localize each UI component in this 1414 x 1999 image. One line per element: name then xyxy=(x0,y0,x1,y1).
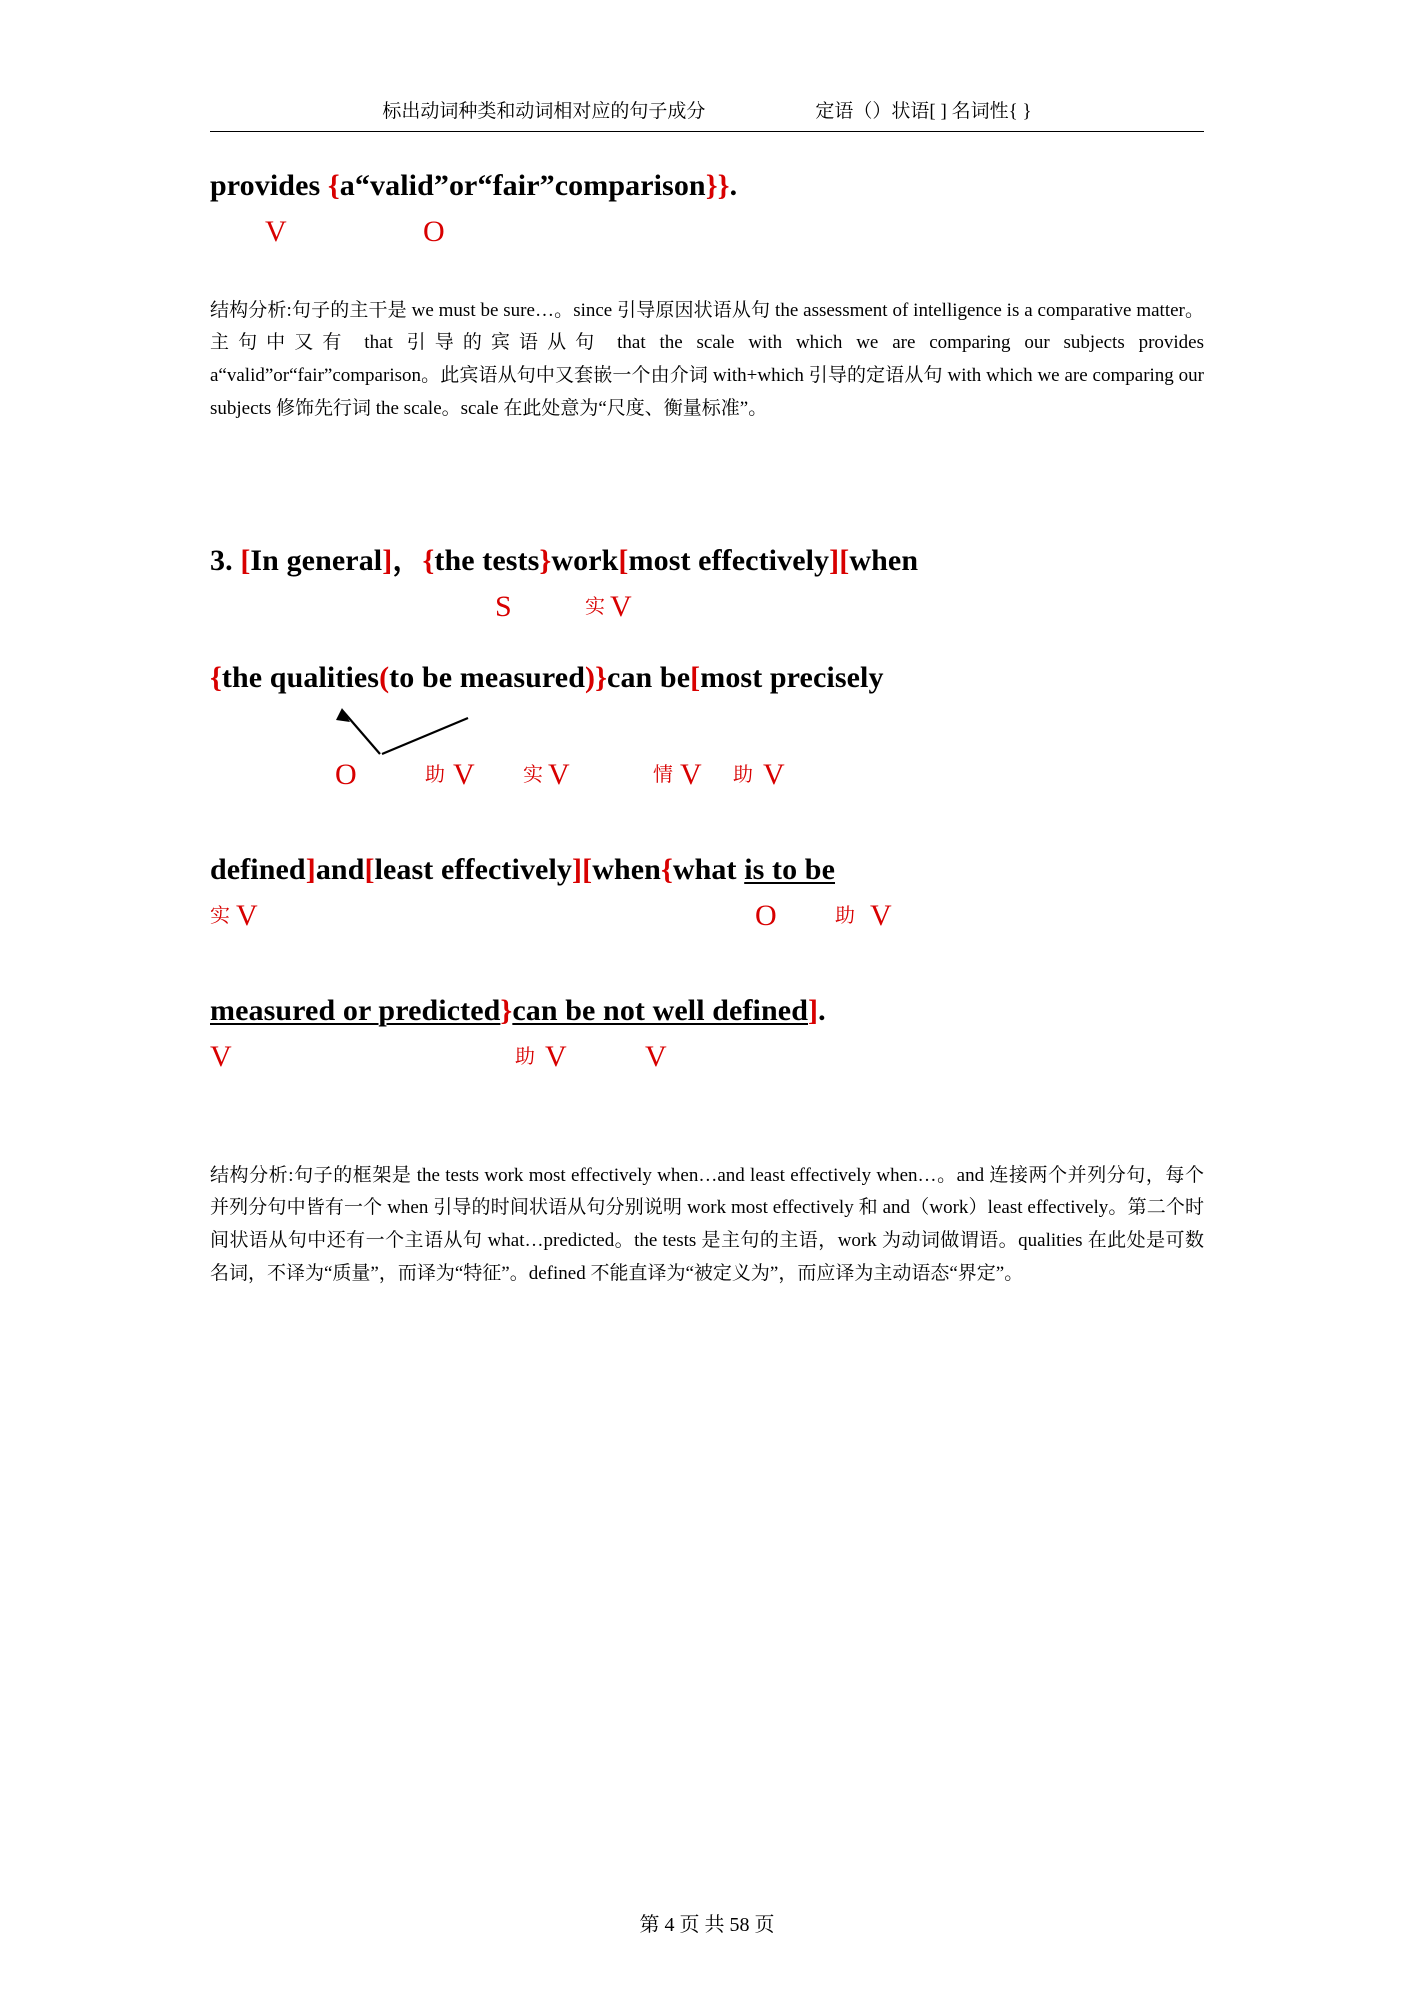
grammar-mark: V xyxy=(210,1039,232,1073)
grammar-mark: V xyxy=(610,589,632,623)
arrow-lines-svg xyxy=(210,696,610,766)
sentence-2-line-1 xyxy=(210,543,1204,580)
grammar-mark: V xyxy=(453,758,475,792)
sentence-2-line-4: measured or predicted}can be not well defined]. xyxy=(210,994,826,1028)
grammar-mark: 助 xyxy=(835,905,855,928)
document-content xyxy=(210,132,1204,1290)
grammar-mark: O xyxy=(423,214,445,248)
grammar-mark: V xyxy=(680,758,702,792)
grammar-mark: O xyxy=(755,899,777,933)
spacer xyxy=(210,953,1204,993)
grammar-mark: V xyxy=(265,214,287,248)
grammar-mark: V xyxy=(870,899,892,933)
grammar-mark: V xyxy=(548,758,570,792)
grammar-mark: V xyxy=(236,899,258,933)
page-header xyxy=(210,0,1204,123)
sentence-2-line-4-marks xyxy=(210,1040,1204,1094)
header-left-text: 标出动词种类和动词相对应的句子成分 xyxy=(382,101,706,122)
spacer xyxy=(210,1094,1204,1134)
analysis-paragraph-2: 结构分析:句子的框架是 the tests work most effectively when…and least effectively when…。and 连接两个并列分句，每个并列分句中皆有一个 when 引导的时间状语从句分别说明 work most effectively 和 and（work）least effectively。第二个时间状语从句中还有一个主语从句 what…predicted。the tests 是主句的主语，work 为动词做谓语。qualities 在此处是可数名词，不译为“质量”，而译为“特征”。defined 不能直译为“被定义为”，而应译为主动语态“界定”。 xyxy=(210,1164,1204,1284)
header-right-text: 定语（）状语[ ] 名词性{ } xyxy=(815,101,1032,122)
sentence-2-line-1-marks xyxy=(210,590,1204,644)
grammar-mark: V xyxy=(763,758,785,792)
grammar-mark: V xyxy=(545,1039,567,1073)
grammar-mark: 助 xyxy=(515,1045,535,1068)
sentence-2-line-1-text: [In general]，{the tests}work[most effectively][when xyxy=(240,544,919,578)
sentence-2-line-2: {the qualities(to be measured)}can be[most precisely xyxy=(210,660,884,694)
grammar-mark: 实 xyxy=(523,764,543,787)
grammar-mark: V xyxy=(645,1039,667,1073)
spacer xyxy=(210,644,1204,660)
sentence-2-line-3-marks xyxy=(210,899,1204,953)
grammar-mark: O xyxy=(335,758,357,792)
item-number: 3. xyxy=(210,544,233,578)
grammar-mark: 助 xyxy=(425,764,445,787)
grammar-mark: 实 xyxy=(585,595,605,618)
spacer xyxy=(210,425,1204,543)
sentence-2-line-3: defined]and[least effectively][when{what is to be xyxy=(210,853,836,887)
sentence-line-1: provides {a“valid”or“fair”comparison}}. xyxy=(210,169,738,202)
page-footer: 第 4 页 共 58 页 xyxy=(639,1914,775,1936)
grammar-mark: S xyxy=(495,589,512,623)
sentence-1-marks xyxy=(210,215,1204,269)
sentence-2-line-2-marks xyxy=(210,758,1204,812)
grammar-mark: 实 xyxy=(210,905,230,928)
grammar-mark: 情 xyxy=(653,764,673,787)
grammar-mark: 助 xyxy=(733,764,753,787)
spacer xyxy=(210,812,1204,852)
analysis-paragraph-1: 结构分析:句子的主干是 we must be sure…。since 引导原因状语从句 the assessment of intelligence is a comparative matter。主句中又有 that 引导的宾语从句 that the scale with which we are comparing our subjects provides a“valid”or“fair”comparison。此宾语从句中又套嵌一个由介词 with+which 引导的定语从句 with which we are comparing our subjects 修饰先行词 the scale。scale 在此处意为“尺度、衡量标准”。 xyxy=(210,299,1204,419)
